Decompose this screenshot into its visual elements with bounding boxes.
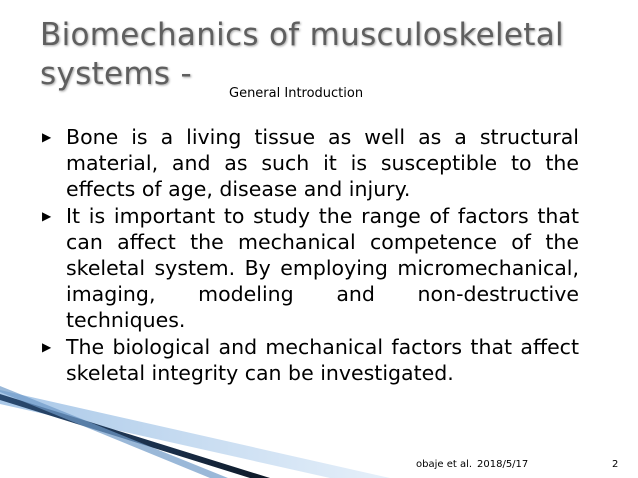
bullet-item [42,124,579,202]
arrow-bullet-icon: ▶ [42,340,52,354]
bullet-item [42,334,579,386]
slide-subtitle: General Introduction [229,86,364,101]
bullet-text: Bone is a living tissue as well as a structural material, and as such it is susceptible to the effects of age, disease and injury. [66,125,579,201]
bullet-text: The biological and mechanical factors that affect skeletal integrity can be investigated. [66,335,579,385]
footer-author: obaje et al. [416,459,473,470]
slide-title: Biomechanics of musculoskeletal systems - [40,17,564,92]
arrow-bullet-icon: ▶ [42,130,52,144]
footer-date: 2018/5/17 [477,459,529,470]
decorative-swoosh [0,386,400,478]
arrow-bullet-icon: ▶ [42,209,52,223]
bullet-list [42,124,579,387]
bullet-item [42,203,579,333]
bullet-text: It is important to study the range of factors that can affect the mechanical competence of the skeletal system. By employing micromechanical, imaging, modeling and non-destructive techniques. [66,204,579,332]
page-number: 2 [612,459,619,470]
